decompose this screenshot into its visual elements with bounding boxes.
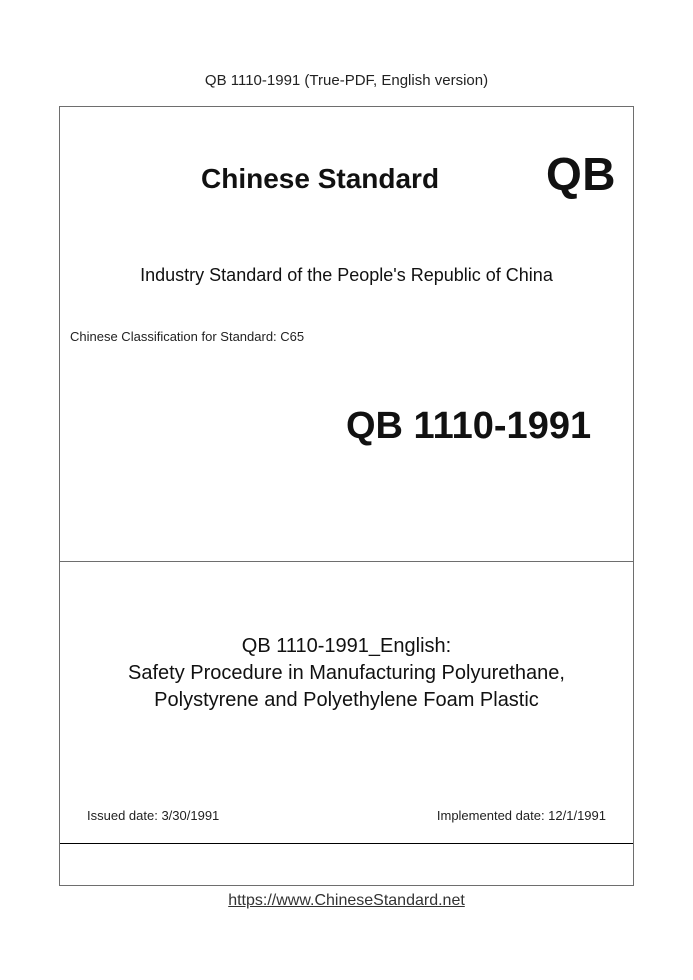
cover-title-section (60, 562, 633, 844)
page-header-title: QB 1110-1991 (True-PDF, English version) (204, 72, 489, 89)
cover-top-section (60, 107, 633, 562)
industry-line: Industry Standard of the People's Republic of China (140, 265, 553, 285)
cover-frame (59, 106, 634, 886)
classification-line: Chinese Classification for Standard: C65 (70, 329, 305, 344)
document-title-line-1: QB 1110-1991_English: (241, 635, 452, 657)
cover-heading: Chinese Standard (201, 163, 440, 194)
standard-number: QB 1110-1991 (346, 405, 592, 447)
issued-date: Issued date: 3/30/1991 (87, 808, 220, 823)
implemented-date: Implemented date: 12/1/1991 (436, 808, 606, 823)
document-title-line-3: Polystyrene and Polyethylene Foam Plastic (154, 689, 539, 711)
standard-type-mark: QB (546, 148, 616, 200)
cover-bottom-box (60, 844, 633, 885)
website-link[interactable]: https://www.ChineseStandard.net (228, 892, 465, 909)
document-title (60, 633, 633, 714)
document-title-line-2: Safety Procedure in Manufacturing Polyurethane, (128, 662, 565, 684)
footer (0, 892, 693, 910)
